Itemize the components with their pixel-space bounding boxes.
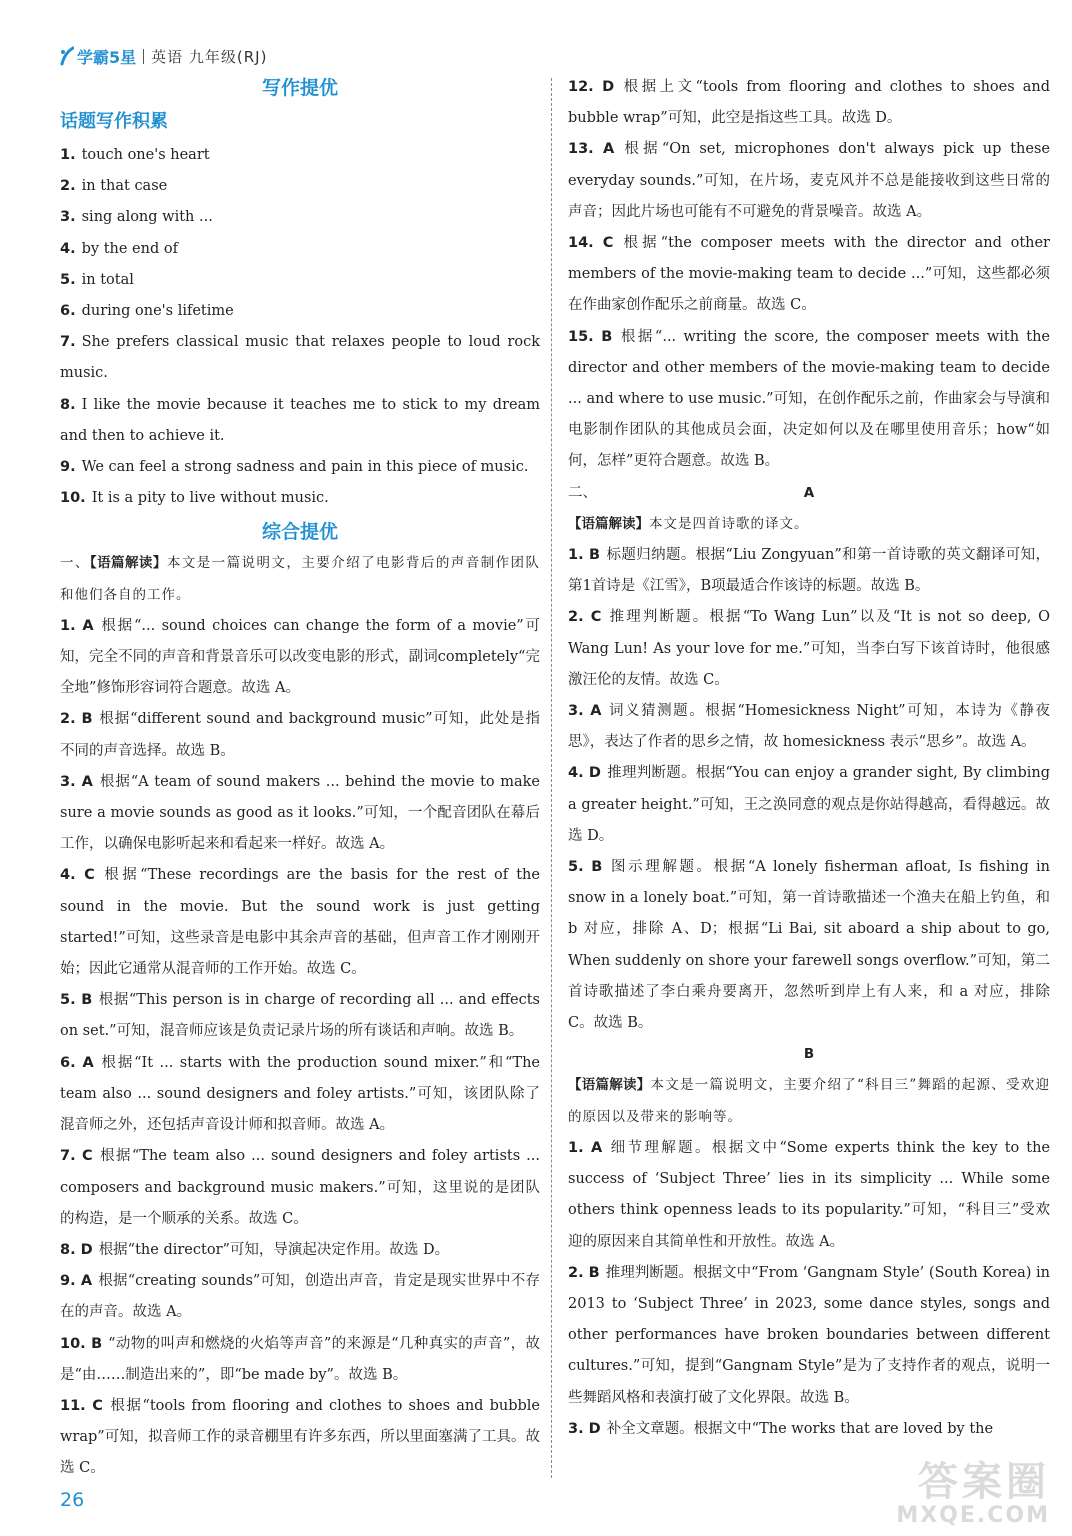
brand-name: 学霸5星: [77, 47, 137, 67]
writing-item: [60, 140, 540, 171]
answer-text: “动物的叫声和燃烧的火焰等声音”的来源是“几种真实的声音”，故是“由……制造出来的”，即“be made by”。故选 B。: [60, 1335, 540, 1383]
answer-text: I like the movie because it teaches me to stick to my dream and then to achieve it.: [60, 396, 540, 444]
answer-item: [60, 860, 540, 985]
question-number: 2. C: [568, 609, 602, 626]
reading-text: 本文是四首诗歌的译文。: [649, 515, 809, 532]
writing-item: [60, 171, 540, 202]
answer-list-passage-b: [568, 1133, 1050, 1445]
passage-b-label: B: [803, 1046, 815, 1063]
answer-text: 根据“A team of sound makers ... behind the movie to make sure a movie sounds as good as it looks.”可知，一个配音团队在幕后工作，以确保电影听起来和看起来一样好。故选 A。: [60, 773, 540, 853]
question-number: 2.: [60, 178, 76, 195]
answer-text: We can feel a strong sadness and pain in this piece of music.: [81, 459, 529, 476]
answer-item: [568, 322, 1050, 478]
answer-text: 标题归纳题。根据“Liu Zongyuan”和第一首诗歌的英文翻译可知，第1首诗是《江雪》，B项最适合作该诗的标题。故选 B。: [568, 547, 1050, 595]
question-number: 4. C: [60, 867, 95, 884]
subsection-title-topic-writing: 话题写作积累: [60, 111, 168, 132]
page-header: [60, 44, 267, 68]
passage-a-label: A: [803, 484, 815, 501]
answer-text: 根据“... sound choices can change the form of a movie”可知，完全不同的声音和背景音乐可以改变电影的形式，副词completely“完全地”修饰形容词符合题意。故选 A。: [60, 617, 540, 697]
answer-list-passage-a: [568, 540, 1050, 1039]
answer-text: in total: [81, 271, 134, 288]
reading-text: 本文是一篇说明文，主要介绍了“科目三”舞蹈的起源、受欢迎的原因以及带来的影响等。: [568, 1077, 1051, 1125]
section-title-writing: 写作提优: [261, 77, 338, 99]
reading-tag: 【语篇解读】: [568, 1077, 651, 1094]
watermark-line1: 答案圈: [918, 1459, 1050, 1505]
brand-logo: [60, 45, 136, 68]
question-number: 7.: [60, 334, 76, 351]
answer-item: [568, 134, 1050, 228]
left-column: [60, 72, 540, 1485]
question-number: 10. B: [60, 1335, 103, 1352]
answer-item: [60, 1141, 540, 1235]
answer-text: 根据“These recordings are the basis for the rest of the sound in the movie. But the sound work is just getting started!”可知，这些录音是电影中其余声音的基础，但声音工作才刚刚开始；因此它通常从混音师的工作开始。故选 C。: [60, 867, 540, 978]
question-number: 5. B: [568, 859, 603, 876]
answer-text: 补全文章题。根据文中“The works that are loved by the: [606, 1420, 994, 1437]
question-number: 5. B: [60, 992, 93, 1009]
question-number: 9. A: [60, 1273, 93, 1290]
question-number: 3. A: [568, 703, 602, 720]
answer-text: 推理判断题。根据文中“From ‘Gangnam Style’ (South Korea) in 2013 to ‘Subject Three’ in 2023, some dance styles, songs and other performances have broken boundaries between different cultures.”可知，提到“Gangnam Style”是为了支持作者的观点，说明一些舞蹈风格和表演打破了文化界限。故选 B。: [568, 1264, 1050, 1406]
answer-item: [568, 72, 1050, 134]
answer-text: 推理判断题。根据“You can enjoy a grander sight, By climbing a greater height.”可知，王之涣同意的观点是你站得越高，看得越远。故选 D。: [568, 765, 1050, 844]
answer-text: touch one's heart: [81, 147, 210, 163]
answer-text: in that case: [81, 178, 168, 195]
question-number: 7. C: [60, 1148, 93, 1165]
page-number: 26: [60, 1489, 85, 1511]
answer-text: She prefers classical music that relaxes people to loud rock music.: [60, 334, 540, 382]
answer-item: [60, 1048, 540, 1142]
question-number: 1. B: [568, 547, 601, 564]
answer-item: [568, 602, 1050, 696]
answer-text: 词义猜测题。根据“Homesickness Night”可知，本诗为《静夜思》，表达了作者的思乡之情，故 homesickness 表示“思乡”。故选 A。: [568, 703, 1050, 751]
question-number: 4.: [60, 240, 76, 257]
question-number: 3.: [60, 209, 76, 226]
subject-grade: 英语 九年级(RJ): [151, 47, 268, 66]
answer-item: [568, 758, 1050, 852]
question-number: 13. A: [568, 141, 615, 158]
question-number: 1.: [60, 147, 76, 163]
question-number: 8. D: [60, 1241, 93, 1258]
answer-item: [568, 1258, 1050, 1414]
answer-item: [60, 1391, 540, 1485]
answer-list-left: [60, 611, 540, 1485]
writing-item: [60, 483, 540, 514]
brand-swoosh-icon: [60, 46, 74, 66]
answer-text: 根据“... writing the score, the composer meets with the director and other members of the movie-making team to decide ... and where to use music.”可知，在创作配乐之前，作曲家会与导演和电影制作团队的其他成员会面，决定如何以及在哪里使用音乐；how“如何，怎样”更符合题意。故选 B。: [568, 328, 1050, 470]
question-number: 4. D: [568, 765, 601, 782]
question-number: 14. C: [568, 235, 614, 252]
writing-item: [60, 327, 540, 389]
answer-list-right-top: [568, 72, 1050, 478]
answer-item: [60, 611, 540, 705]
question-number: 3. D: [568, 1420, 601, 1437]
writing-item: [60, 452, 540, 483]
question-number: 6.: [60, 303, 76, 320]
writing-item: [60, 234, 540, 265]
answer-text: 根据“The team also ... sound designers and foley artists ... composers and background music makers.”可知，这里说的是团队的构造，是一个顺承的关系。故选 C。: [60, 1148, 540, 1227]
section-title-comprehensive: 综合提优: [261, 521, 338, 544]
part-number: 一、: [60, 555, 90, 572]
answer-text: during one's lifetime: [81, 303, 234, 320]
answer-text: 图示理解题。根据“A lonely fisherman afloat, Is fishing in snow in a lonely boat.”可知，第一首诗歌描述一个渔夫在船上钓鱼，和 b 对应，排除 A、D；根据“Li Bai, sit aboard a ship about to go, When suddenly on shore your farewell songs overflow.”可知，第二首诗歌描述了李白乘舟要离开，忽然听到岸上有人来，和 a 对应，排除 C。故选 B。: [568, 859, 1050, 1032]
reading-intro-b: [568, 1070, 1050, 1132]
right-column: [568, 72, 1050, 1445]
answer-text: 根据“creating sounds”可知，创造出声音，肯定是现实世界中不存在的声音。故选 A。: [60, 1273, 540, 1321]
answer-item: [60, 1235, 540, 1266]
answer-item: [60, 767, 540, 861]
answer-text: It is a pity to live without music.: [91, 490, 329, 507]
reading-intro-a: [568, 509, 1050, 540]
answer-item: [60, 704, 540, 766]
answer-text: 根据“the composer meets with the director and other members of the movie-making team to decide ...”可知，这些都必须在作曲家创作配乐之前商量。故选 C。: [568, 235, 1050, 314]
watermark-line2: MXQE.COM: [896, 1503, 1050, 1528]
writing-item: [60, 202, 540, 233]
answer-text: 根据“different sound and background music”可知，此处是指不同的声音选择。故选 B。: [60, 711, 540, 759]
question-number: 5.: [60, 271, 76, 288]
answer-item: [60, 985, 540, 1047]
question-number: 2. B: [60, 711, 93, 728]
watermark: [896, 1461, 1050, 1528]
question-number: 10.: [60, 490, 86, 507]
column-divider: [551, 78, 552, 1478]
answer-item: [568, 1133, 1050, 1258]
writing-item: [60, 390, 540, 452]
question-number: 8.: [60, 396, 76, 413]
answer-text: 根据“This person is in charge of recording all ... and effects on set.”可知，混音师应该是负责记录片场的所有谈话和声响。故选 B。: [60, 992, 540, 1040]
reading-text: 本文是一篇说明文，主要介绍了电影背后的声音制作团队和他们各自的工作。: [60, 555, 540, 603]
answer-item: [568, 696, 1050, 758]
question-number: 2. B: [568, 1264, 600, 1281]
answer-text: 细节理解题。根据文中“Some experts think the key to the success of ‘Subject Three’ lies in its simplicity ... While some others think openness leads to its popularity.”可知，“科目三”受欢迎的原因来自其简单性和开放性。故选 A。: [568, 1139, 1050, 1250]
question-number: 11. C: [60, 1397, 103, 1414]
writing-item: [60, 296, 540, 327]
answer-item: [568, 852, 1050, 1039]
answer-item: [60, 1266, 540, 1328]
answer-text: 推理判断题。根据“To Wang Lun”以及“It is not so deep, O Wang Lun! As your love for me.”可知，当李白写下该首诗时，他很感激汪伦的友情。故选 C。: [568, 609, 1050, 688]
answer-item: [60, 1329, 540, 1391]
question-number: 1. A: [568, 1139, 603, 1156]
reading-tag: 【语篇解读】: [568, 515, 649, 532]
part-two-label: 二、: [568, 484, 597, 501]
question-number: 15. B: [568, 328, 613, 345]
answer-text: 根据“the director”可知，导演起决定作用。故选 D。: [98, 1241, 450, 1258]
reading-tag: 【语篇解读】: [89, 555, 167, 572]
answer-text: by the end of: [81, 240, 178, 257]
answer-item: [568, 540, 1050, 602]
answer-text: 根据“It ... starts with the production sound mixer.”和“The team also ... sound designers and foley artists.”可知，该团队除了混音师之外，还包括声音设计师和拟音师。故选 A。: [60, 1054, 540, 1134]
answer-text: 根据“On set, microphones don't always pick up these everyday sounds.”可知，在片场，麦克风并不总是能接收到这些日常的声音；因此片场也可能有不可避免的背景噪音。故选 A。: [568, 141, 1050, 220]
question-number: 6. A: [60, 1054, 94, 1071]
question-number: 12. D: [568, 79, 615, 95]
answer-item: [568, 228, 1050, 322]
question-number: 9.: [60, 459, 76, 476]
answer-item: [568, 1414, 1050, 1445]
answer-text: sing along with ...: [81, 209, 213, 226]
writing-item: [60, 265, 540, 296]
answer-text: 根据上文“tools from flooring and clothes to shoes and bubble wrap”可知，此空是指这些工具。故选 D。: [568, 79, 1050, 127]
part-two-heading: [568, 478, 1050, 509]
question-number: 3. A: [60, 773, 93, 790]
header-divider: [143, 49, 144, 64]
answer-text: 根据“tools from flooring and clothes to shoes and bubble wrap”可知，拟音师工作的录音棚里有许多东西，所以里面塞满了工具。故选 C。: [60, 1397, 540, 1477]
question-number: 1. A: [60, 617, 94, 634]
reading-intro: [60, 548, 540, 610]
writing-list: [60, 140, 540, 514]
